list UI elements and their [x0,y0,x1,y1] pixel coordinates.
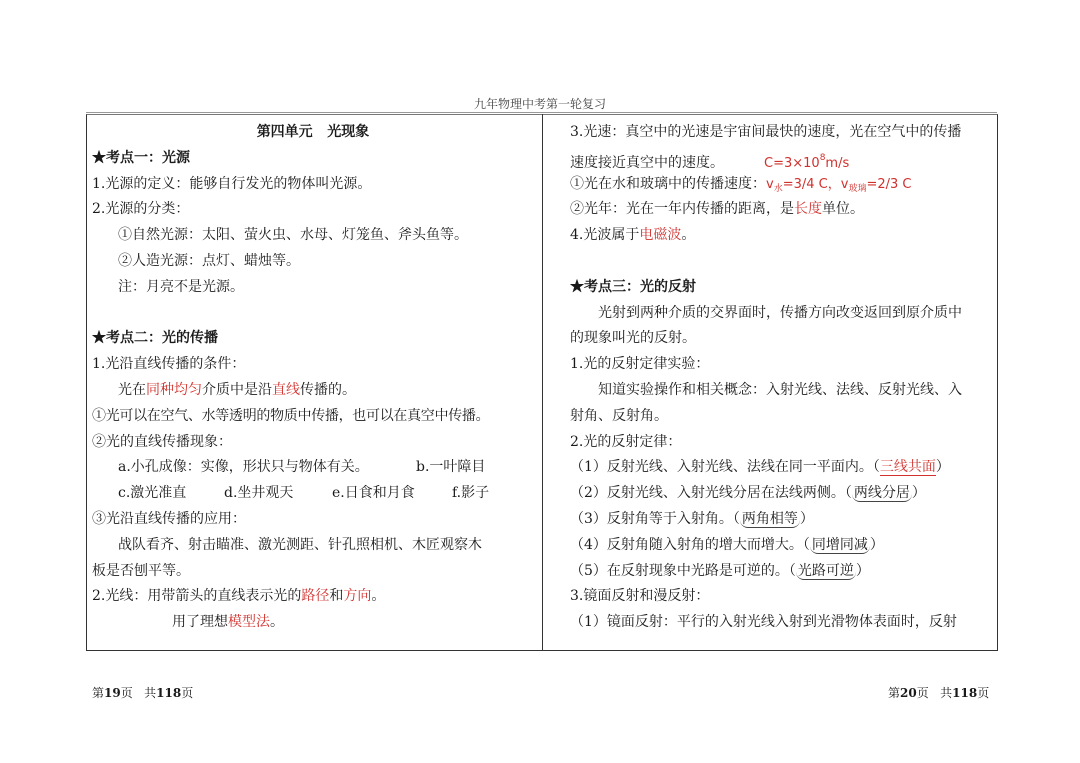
header-rule [86,112,997,113]
text-span: 和 [329,588,344,605]
footer-text: 页 [181,686,194,700]
text-span: 光在 [118,381,146,398]
right-page-footer [888,684,989,701]
keyword-circled: 同增同减 [811,536,868,553]
section-heading-1: ★考点一：光源 [92,149,190,166]
text-span: ） [935,459,950,476]
keyword-red: 直线 [272,381,300,398]
text-line [92,610,534,636]
law-line [570,507,994,533]
keyword-red: 方向 [343,588,372,605]
law-line [570,455,994,481]
text-line: 1.光的反射定律实验： [570,356,710,373]
keyword-red: 长度 [794,201,822,218]
text-line: ①光可以在空气、水等透明的物质中传播，也可以在真空中传播。 [92,407,490,424]
text-line: 光射到两种介质的交界面时，传播方向改变返回到原介质中 [598,304,962,321]
text-span: （5）在反射现象中光路是可逆的。（ [570,562,796,579]
footer-text: 第 [888,686,901,700]
text-line: ①自然光源：太阳、萤火虫、水母、灯笼鱼、斧头鱼等。 [118,227,468,244]
running-header: 九年物理中考第一轮复习 [473,97,606,111]
footer-text: 页 共 [120,686,157,700]
text-line: 板是否刨平等。 [92,562,190,579]
text-span: 4.光波属于 [570,227,640,244]
law-line [570,533,994,559]
total-pages: 118 [952,686,978,700]
left-page-footer [92,684,193,701]
keyword-red: 模型法 [228,614,270,631]
text-span: 。 [270,614,284,631]
footer-text: 第 [92,686,105,700]
formula-v: v [766,176,774,192]
text-line: 2.光的反射定律： [570,433,682,450]
footer-text: 页 [977,686,990,700]
phenomenon-d: d.坐井观天 [224,485,294,502]
text-line: 射角、反射角。 [570,407,668,424]
keyword-red-underlined: 三线共面 [879,459,936,476]
keyword-circled: 两线分居 [853,485,910,502]
subscript-glass: 玻璃 [848,183,867,194]
text-span: 。 [681,227,696,244]
text-span: ） [799,510,814,527]
column-divider [542,114,543,650]
text-line: 1.光沿直线传播的条件： [92,356,246,373]
left-page-column [92,120,534,636]
section-heading-2: ★考点二：光的传播 [92,330,218,347]
text-line: 的现象叫光的反射。 [570,330,696,347]
page-number: 20 [900,686,917,700]
keyword-red: 路径 [301,588,330,605]
footer-text: 页 共 [916,686,953,700]
text-line: （1）镜面反射：平行的入射光线入射到光滑物体表面时，反射 [570,614,957,631]
text-line: 1.光源的定义：能够自行发光的物体叫光源。 [92,175,372,192]
formula-red [766,177,911,192]
text-span: 速度接近真空中的速度。 [570,154,724,171]
text-line: 3.光速：真空中的光速是宇宙间最快的速度，光在空气中的传播 [570,124,962,140]
text-span: 传播的。 [300,381,356,398]
text-span: ①光在水和玻璃中的传播速度： [570,175,766,192]
law-line [570,559,994,585]
total-pages: 118 [156,686,182,700]
keyword-red: 电磁波 [639,227,682,244]
keyword-circled: 两角相等 [741,510,798,527]
text-line [92,584,534,610]
right-page-column [570,120,994,636]
text-span: 单位。 [822,201,864,218]
formula-red [764,152,850,171]
text-span: （1）反射光线、入射光线、法线在同一平面内。（ [570,459,880,476]
text-line: ②光的直线传播现象： [92,433,232,450]
text-span: 。 [371,588,386,605]
keyword-red: 同种均匀 [146,381,202,398]
text-line [92,378,534,404]
subscript-water: 水 [773,183,783,194]
text-span: ） [855,562,870,579]
phenomena-row [92,455,534,481]
text-line: ②人造光源：点灯、蜡烛等。 [118,252,300,269]
text-span: （3）反射角等于入射角。（ [570,510,740,527]
formula-base: C=3×10 [764,155,820,171]
text-span: （2）反射光线、入射光线分居在法线两侧。（ [570,485,852,502]
text-span: 2.光线：用带箭头的直线表示光的 [92,588,302,605]
text-span: ） [911,485,926,502]
text-line: 2.光源的分类： [92,201,190,218]
text-span: ②光年：光在一年内传播的距离，是 [570,201,794,218]
speed-ratio-line [570,172,994,198]
section-heading-3: ★考点三：光的反射 [570,278,696,295]
phenomenon-f: f.影子 [452,485,490,502]
phenomenon-e: e.日食和月食 [332,485,415,502]
text-line: ③光沿直线传播的应用： [92,510,246,527]
note-line: 注：月亮不是光源。 [118,278,244,295]
text-span: ） [869,536,884,553]
text-line: 战队看齐、射击瞄准、激光测距、针孔照相机、木匠观察木 [118,536,482,553]
formula-exponent: 8 [819,152,826,163]
text-span: （4）反射角随入射角的增大而增大。（ [570,536,810,553]
text-line [570,223,994,249]
keyword-circled: 光路可逆 [797,562,854,579]
phenomenon-a: a.小孔成像：实像，形状只与物体有关。 [118,459,369,476]
formula-unit: m/s [825,155,850,171]
phenomenon-b: b.一叶障目 [416,459,486,476]
phenomenon-c: c.激光准直 [118,485,187,502]
text-line: 3.镜面反射和漫反射： [570,588,710,605]
text-span: 用了理想 [172,614,228,631]
text-span: 介质中是沿 [202,381,272,398]
formula-text: =3/4 C，v [782,176,849,192]
text-line: 知道实验操作和相关概念：入射光线、法线、反射光线、入 [598,381,962,398]
light-speed-line [570,146,994,172]
text-line [570,197,994,223]
page-number: 19 [104,686,121,700]
unit-title: 第四单元 光现象 [256,124,370,140]
law-line [570,481,994,507]
formula-text: =2/3 C [866,176,912,192]
phenomena-row [92,481,534,507]
